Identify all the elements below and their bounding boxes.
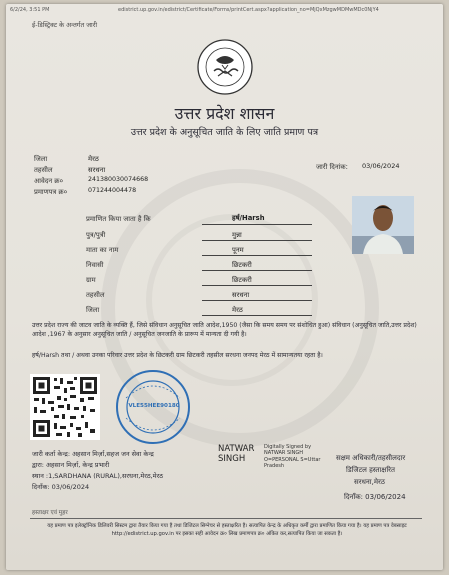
residence-declaration-paragraph: हर्ष/Harsh तथा / अथवा उनका परिवार उत्तर प्रदेश के छिटकरी ग्राम छिटकरी तहसील सरधना जनपद मेरठ में सामान्यतया रहता है। (32, 352, 323, 359)
detail-tehsil-label: तहसील (86, 291, 105, 299)
detail-certify-value: हर्ष/Harsh (232, 214, 265, 222)
detail-mother-label: माता का नाम (86, 246, 119, 254)
issue-date-label: जारी दिनांक: (316, 163, 348, 171)
underline-district (202, 315, 312, 316)
underline-certify (202, 224, 312, 225)
meta-district-value: मेरठ (88, 155, 99, 163)
document-subtitle: उत्तर प्रदेश के अनुसूचित जाति के लिए जाति प्रमाण पत्र (130, 127, 319, 138)
print-url: edistrict.up.gov.in/edistrict/Certificate/Forms/printCert.aspx?application_no=MjQxMzgwMDMwMDc0NjY4 (118, 7, 379, 13)
detail-relation-label: पुत्र/पुत्री (86, 231, 106, 239)
certificate-page (6, 4, 443, 570)
footer-verification-note: यह प्रमाण पत्र इलेक्ट्रॉनिक डिलिवरी सिस्टम द्वारा तैयार किया गया है तथा डिजिटल सिग्नेचर से हस्ताक्षरित है। सत्यापित केन्द्र के अधिकृत कर्मी द्वारा प्रमाणित किया गया है। यह प्रमाण पत्र वेबसाइट http://edistrict.up.gov.in पर इसका सही आवेदन क्र० लिख प्रमाणपत्र क्र० अंकित कर,सत्यापित किया जा सकता है। (47, 523, 407, 537)
signature-seal-label: हस्ताक्षर एवं मुहर (32, 510, 68, 516)
up-government-emblem (196, 38, 254, 96)
issue-place: स्थान :1,SARDHANA (RURAL),सरधना,मेरठ,मेरठ (32, 472, 164, 480)
underline-mother (202, 255, 312, 256)
detail-resident-label: निवासी (86, 261, 104, 269)
underline-resident (202, 270, 312, 271)
underline-tehsil (202, 300, 312, 301)
detail-village-value: छिटकरी (232, 276, 252, 284)
underline-relation (202, 240, 312, 241)
detail-village-label: ग्राम (86, 276, 96, 284)
detail-district-label: जिला (86, 306, 100, 314)
caste-declaration-paragraph: उत्तर प्रदेश राज्य की जाटव जाति के व्यक्ति हैं, जिसे संविधान अनुसूचित जाति आदेश,1950 (जैसा कि समय समय पर संशोधित हुआ) संविधान (अनुसूचित जाति,उत्तर प्रदेश) आदेश ,1967 के अनुसार अनुसूचित जाति / अनुसूचित जनजाति के प्रारूप में मान्यता दी गयी है। (32, 322, 417, 338)
issued-by: द्वारा: अहसान मिर्ज़ा, केन्द्र प्रभारी (32, 461, 110, 469)
meta-application-label: आवेदन क्र० (34, 177, 64, 185)
detail-mother-value: पूनम (232, 246, 244, 254)
applicant-photo (352, 196, 414, 254)
digital-signature-details: Digitally Signed by NATWAR SINGH O=PERSONAL S=Uttar Pradesh (264, 444, 321, 470)
authority-digital-signed: डिजिटल हस्ताक्षरित (346, 466, 395, 474)
detail-district-value: मेरठ (232, 306, 243, 314)
meta-certificate-value: 071244004478 (88, 187, 137, 194)
detail-resident-value: छिटकरी (232, 261, 252, 269)
issuing-center: जारी कर्ता केन्द्र: अहसान मिर्ज़ा,सहज जन सेवा केन्द्र (32, 450, 154, 458)
detail-relation-value: मुन्ना (232, 231, 242, 239)
underline-village (202, 285, 312, 286)
detail-tehsil-value: सरधना (232, 291, 250, 299)
document-title: उत्तर प्रदेश शासन (174, 104, 275, 123)
meta-tehsil-value: सरधना (88, 166, 106, 174)
footer-divider (30, 518, 422, 519)
issue-date-value: 03/06/2024 (362, 162, 400, 170)
signer-name-line2: SINGH (218, 454, 246, 464)
authority-date: दिनाँक: 03/06/2024 (344, 493, 406, 501)
print-datetime: 6/2/24, 3:51 PM (10, 7, 50, 13)
digital-signer-name (218, 444, 254, 464)
meta-application-value: 241380030074668 (88, 176, 149, 183)
verification-qr-code (30, 374, 100, 440)
edistrict-disclaimer: ई-डिस्ट्रिक्ट के अन्तर्गत जारी (32, 21, 98, 29)
authority-location: सरधना,मेरठ (354, 478, 385, 486)
meta-certificate-label: प्रमाणपत्र क्र० (34, 188, 68, 196)
meta-district-label: जिला (34, 155, 48, 163)
meta-tehsil-label: तहसील (34, 166, 53, 174)
authority-designation: सक्षम अधिकारी/तहसीलदार (336, 454, 406, 462)
issuer-date: दिनाँक: 03/06/2024 (32, 483, 90, 491)
signer-name-line1: NATWAR (218, 444, 255, 454)
stamp-vle-id: VLE55HEE90180 (128, 403, 180, 409)
detail-certify-label: प्रमाणित किया जाता है कि (86, 215, 151, 223)
